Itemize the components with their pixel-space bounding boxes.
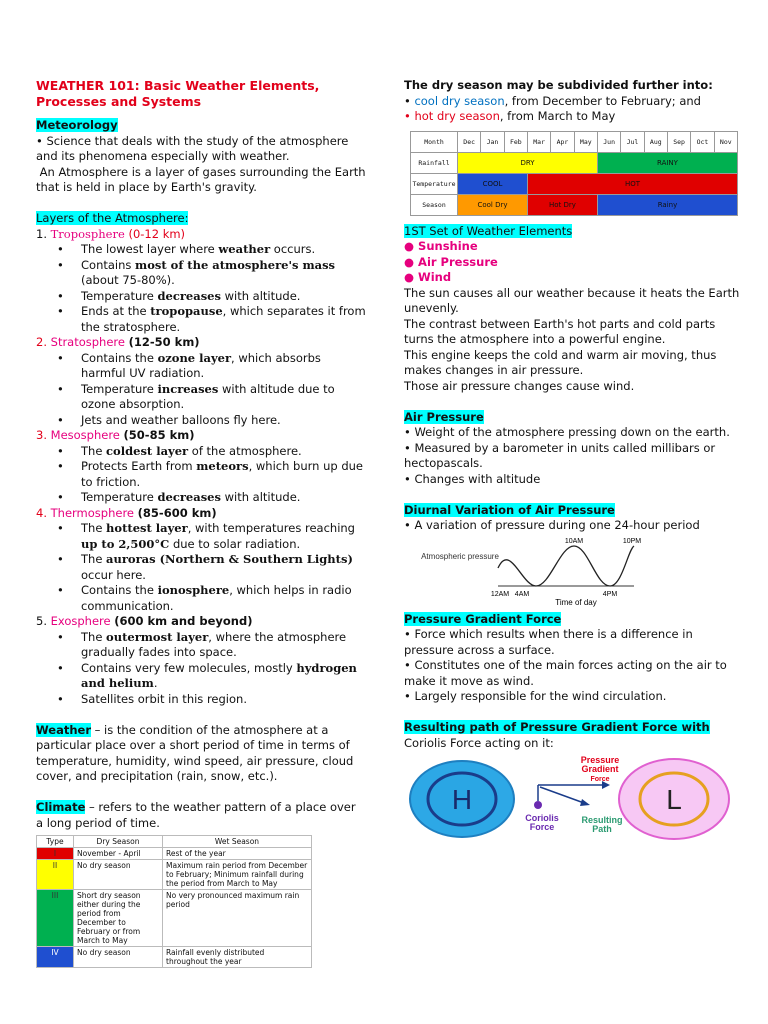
- wet-season-cell: Maximum rain period from December to February; Minimum rainfall during the period from March to May: [163, 860, 312, 890]
- climate-type-cell: I: [37, 848, 74, 860]
- bullet-emphasis: increases: [157, 381, 219, 396]
- layer-name: Thermosphere: [50, 505, 134, 520]
- bullet-text: , which absorbs harmful UV radiation.: [81, 350, 321, 380]
- element-wind: ● Wind: [404, 270, 452, 284]
- bullet-text: with altitude.: [220, 490, 301, 504]
- layer-bullet: [81, 289, 366, 305]
- diurnal-ylabel: Atmospheric pressure: [421, 551, 499, 561]
- month-cell: Aug: [644, 131, 667, 152]
- bullet-text: Temperature: [81, 288, 158, 303]
- season-segment: RAINY: [597, 152, 737, 173]
- weather-text: – is the condition of the atmosphere at a particular place over a short period of time in terms of temperature, humidity, wind speed, air pressure, cloud cover, and precipitation (rain, snow, etc.).: [36, 722, 354, 783]
- season-row-label: Rainfall: [411, 152, 458, 173]
- bullet-emphasis: weather: [218, 242, 271, 256]
- month-cell: Sep: [667, 131, 690, 152]
- bullet-emphasis: tropopause: [150, 304, 223, 318]
- resulting-path-arrow: [540, 787, 584, 803]
- season-segment: HOT: [527, 173, 737, 194]
- season-row-label: Temperature: [411, 173, 458, 194]
- meteorology-line: • Science that deals with the study of the atmosphere and its phenomena especially with weather.: [36, 133, 349, 163]
- layer-number: 3.: [36, 428, 47, 442]
- bullet-text: with altitude.: [220, 288, 301, 303]
- high-pressure-label: H: [451, 784, 473, 815]
- month-cell: Mar: [527, 131, 550, 152]
- element-air-pressure: ● Air Pressure: [404, 254, 498, 269]
- first-set-paragraph: Those air pressure changes cause wind.: [404, 378, 635, 393]
- air-pressure-line: • Measured by a barometer in units called millibars or hectopascals.: [404, 440, 716, 470]
- layer-name: Troposphere: [50, 226, 125, 241]
- meteorology-line: An Atmosphere is a layer of gases surrounding the Earth that is held in place by Earth's gravity.: [36, 164, 370, 194]
- layers-list: [36, 227, 366, 708]
- diurnal-line: • A variation of pressure during one 24-hour period: [404, 518, 700, 532]
- climate-table-header: Wet Season: [163, 836, 312, 848]
- layers-heading: Layers of the Atmosphere:: [36, 211, 189, 225]
- season-segment: COOL: [458, 173, 528, 194]
- bullet-text: , where the atmosphere gradually fades into space.: [81, 629, 347, 659]
- air-pressure-line: • Changes with altitude: [404, 471, 541, 486]
- layer-title: [36, 506, 366, 522]
- month-cell: Dec: [458, 131, 481, 152]
- season-row-label: Season: [411, 194, 458, 215]
- layer-bullet: [81, 521, 366, 552]
- diurnal-bottom-label: 4AM: [514, 590, 530, 598]
- month-cell: May: [574, 131, 597, 152]
- bullet-text: of the atmosphere.: [188, 443, 302, 458]
- climate-table-header: Type: [37, 836, 74, 848]
- climate-table-header: Dry Season: [74, 836, 163, 848]
- wet-season-cell: Rest of the year: [163, 848, 312, 860]
- bullet-text: Temperature: [81, 381, 158, 396]
- season-segment: DRY: [458, 152, 598, 173]
- layer-range: (0-12 km): [128, 226, 186, 241]
- bullet-text: , with temperatures reaching: [187, 521, 355, 535]
- bullet-text: Contains the: [81, 350, 158, 365]
- bullet-text: , which separates it from the stratosphere.: [81, 304, 366, 334]
- layer-range: (85-600 km): [137, 505, 217, 520]
- bullet-emphasis: hottest layer: [106, 521, 188, 535]
- pgf-line: • Constitutes one of the main forces acting on the air to make it move as wind.: [404, 658, 727, 688]
- layer-bullet: [81, 552, 366, 583]
- weather-heading: Weather: [36, 722, 91, 737]
- diurnal-xlabel: Time of day: [555, 597, 597, 607]
- layer-range: (50-85 km): [123, 428, 195, 442]
- season-table: [410, 131, 738, 216]
- dry-season-cell: No dry season: [74, 947, 163, 968]
- layer-bullet: [81, 413, 366, 429]
- first-set-paragraph: The contrast between Earth's hot parts and cold parts turns the atmosphere into a powerful engine.: [404, 316, 716, 346]
- wet-season-cell: Rainfall evenly distributed throughout the year: [163, 947, 312, 968]
- season-table-row: [411, 173, 738, 194]
- layer-title: [36, 614, 366, 630]
- climate-table-row: [37, 890, 312, 947]
- bullet-text: Contains: [81, 257, 136, 272]
- diurnal-pressure-graph: [418, 537, 642, 607]
- layer-bullets: [36, 351, 366, 429]
- layer-bullets: [36, 521, 366, 614]
- dry-season-cell: No dry season: [74, 860, 163, 890]
- layer-title: [36, 428, 366, 444]
- bullet-text: The lowest layer where: [81, 242, 219, 256]
- diurnal-top-label: 10AM: [564, 537, 584, 545]
- coriolis-diagram-label: Coriolis Force: [525, 813, 559, 832]
- season-segment: Hot Dry: [527, 194, 597, 215]
- season-table-row: [411, 152, 738, 173]
- climate-heading: Climate: [36, 800, 86, 814]
- month-cell: Feb: [504, 131, 527, 152]
- month-cell: Jan: [481, 131, 504, 152]
- pgf-heading: Pressure Gradient Force: [404, 611, 562, 626]
- bullet-text: The: [81, 552, 107, 566]
- bullet-text: Contains the: [81, 583, 158, 597]
- resulting-path-arrowhead: [580, 799, 590, 806]
- layer-bullets: [36, 444, 366, 506]
- low-pressure-label: L: [666, 784, 682, 815]
- cool-dry-label: cool dry season: [414, 93, 505, 108]
- pressure-coriolis-diagram: [404, 757, 734, 845]
- layer-bullet: [81, 258, 366, 289]
- dry-season-cell: Short dry season either during the period from December to February or from March to May: [74, 890, 163, 947]
- pgf-line: • Force which results when there is a difference in pressure across a surface.: [404, 627, 693, 657]
- climate-table-row: [37, 848, 312, 860]
- right-column: [404, 78, 740, 845]
- climate-text: – refers to the weather pattern of a place over a long period of time.: [36, 800, 356, 830]
- layer-bullet: [81, 630, 366, 661]
- pgf-line: • Largely responsible for the wind circulation.: [404, 689, 667, 703]
- dry-season-heading: The dry season may be subdivided further into:: [404, 78, 713, 92]
- month-cell: Apr: [551, 131, 574, 152]
- pgf-diagram-label: Pressure Gradient Force: [580, 755, 620, 783]
- season-table-row: [411, 194, 738, 215]
- layer-bullet: [81, 490, 366, 506]
- page-title: WEATHER 101: Basic Weather Elements, Processes and Systems: [36, 78, 320, 109]
- season-table-month-row: [411, 131, 738, 152]
- bullet-emphasis: most of the atmosphere's mass: [135, 257, 336, 272]
- diurnal-curve: [498, 546, 634, 586]
- climate-table-row: [37, 947, 312, 968]
- resulting-heading: Resulting path of Pressure Gradient Force with: [404, 720, 710, 734]
- season-segment: Rainy: [597, 194, 737, 215]
- bullet-text: occurs.: [270, 242, 316, 256]
- bullet-text: due to solar radiation.: [169, 536, 301, 551]
- bullet-text: occur here.: [81, 567, 146, 582]
- bullet-emphasis: up to 2,500°C: [81, 536, 170, 551]
- air-pressure-heading: Air Pressure: [404, 409, 484, 424]
- layer-number: 1.: [36, 226, 47, 241]
- bullet-text: , which helps in radio communication.: [81, 583, 352, 613]
- bullet-emphasis: ozone layer: [157, 350, 232, 365]
- bullet-emphasis: decreases: [157, 490, 221, 504]
- layer-bullets: [36, 630, 366, 708]
- month-cell: Oct: [691, 131, 714, 152]
- hot-dry-label: hot dry season: [414, 109, 500, 123]
- cool-dry-rest: , from December to February; and: [504, 93, 701, 108]
- layer-bullet: [81, 242, 366, 258]
- diurnal-bottom-label: 12AM: [490, 590, 510, 598]
- cool-dry-line: • cool dry season, from December to February; and: [404, 93, 701, 108]
- climate-type-cell: II: [37, 860, 74, 890]
- layer-number: 2.: [36, 335, 47, 349]
- bullet-emphasis: auroras (Northern & Southern Lights): [106, 552, 353, 566]
- weather-definition: [36, 723, 366, 785]
- bullet-text: The: [81, 521, 107, 535]
- layer-bullet: [81, 459, 366, 490]
- bullet-text: .: [153, 676, 158, 690]
- layer-bullet: [81, 304, 366, 335]
- layer-bullet: [81, 351, 366, 382]
- first-set-paragraph: This engine keeps the cold and warm air moving, thus makes changes in air pressure.: [404, 347, 717, 377]
- bullet-emphasis: outermost layer: [106, 629, 209, 644]
- bullet-text: Contains very few molecules, mostly: [81, 660, 297, 675]
- layer-bullet: [81, 661, 366, 692]
- layer-title: [36, 335, 366, 351]
- climate-type-cell: IV: [37, 947, 74, 968]
- coriolis-arrowhead: [534, 801, 542, 809]
- element-sunshine: ● Sunshine: [404, 239, 478, 253]
- bullet-emphasis: coldest layer: [106, 443, 189, 458]
- bullet-text: (about 75-80%).: [81, 273, 175, 287]
- meteorology-heading: Meteorology: [36, 118, 118, 132]
- bullet-text: Protects Earth from: [81, 459, 197, 473]
- bullet-text: Jets and weather balloons fly here.: [81, 412, 281, 427]
- bullet-text: Satellites orbit in this region.: [81, 691, 247, 706]
- bullet-text: The: [81, 443, 107, 458]
- hot-dry-line: • hot dry season, from March to May: [404, 109, 616, 123]
- wet-season-cell: No very pronounced maximum rain period: [163, 890, 312, 947]
- first-set-heading: 1ST Set of Weather Elements: [404, 223, 573, 238]
- bullet-emphasis: ionosphere: [157, 583, 230, 597]
- hot-dry-rest: , from March to May: [499, 109, 616, 123]
- climate-definition: [36, 800, 366, 831]
- layer-bullet: [81, 692, 366, 708]
- layer-bullet: [81, 444, 366, 460]
- month-cell: Nov: [714, 131, 737, 152]
- layer-title: [36, 227, 366, 243]
- climate-type-table: [36, 835, 312, 968]
- layer-name: Stratosphere: [50, 335, 125, 349]
- diurnal-top-label: 10PM: [622, 537, 642, 545]
- dry-season-cell: November - April: [74, 848, 163, 860]
- bullet-text: Ends at the: [81, 304, 151, 318]
- layer-number: 5.: [36, 614, 47, 628]
- left-column: [36, 78, 370, 968]
- layer-bullet: [81, 583, 366, 614]
- layer-name: Mesosphere: [50, 428, 120, 442]
- layer-number: 4.: [36, 505, 47, 520]
- bullet-emphasis: meteors: [196, 459, 249, 473]
- layer-range: (600 km and beyond): [114, 614, 253, 628]
- layer-bullet: [81, 382, 366, 413]
- layer-name: Exosphere: [50, 614, 111, 628]
- air-pressure-line: • Weight of the atmosphere pressing down on the earth.: [404, 425, 730, 439]
- layer-bullets: [36, 242, 366, 335]
- bullet-emphasis: hydrogen and helium: [81, 660, 357, 690]
- climate-type-cell: III: [37, 890, 74, 947]
- climate-table-row: [37, 860, 312, 890]
- layer-range: (12-50 km): [128, 335, 200, 349]
- season-row-label: Month: [411, 131, 458, 152]
- bullet-text: , which burn up due to friction.: [81, 459, 363, 489]
- diurnal-heading: Diurnal Variation of Air Pressure: [404, 502, 615, 517]
- month-cell: Jun: [597, 131, 620, 152]
- resulting-path-diagram-label: Resulting Path: [581, 815, 623, 834]
- season-segment: Cool Dry: [458, 194, 528, 215]
- bullet-text: Temperature: [81, 490, 158, 504]
- diurnal-bottom-label: 4PM: [602, 590, 618, 598]
- bullet-text: The: [81, 629, 107, 644]
- bullet-text: with altitude due to ozone absorption.: [81, 381, 335, 411]
- first-set-paragraph: The sun causes all our weather because it heats the Earth unevenly.: [404, 285, 740, 315]
- bullet-emphasis: decreases: [157, 288, 221, 303]
- month-cell: Jul: [621, 131, 644, 152]
- resulting-cont: Coriolis Force acting on it:: [404, 735, 554, 750]
